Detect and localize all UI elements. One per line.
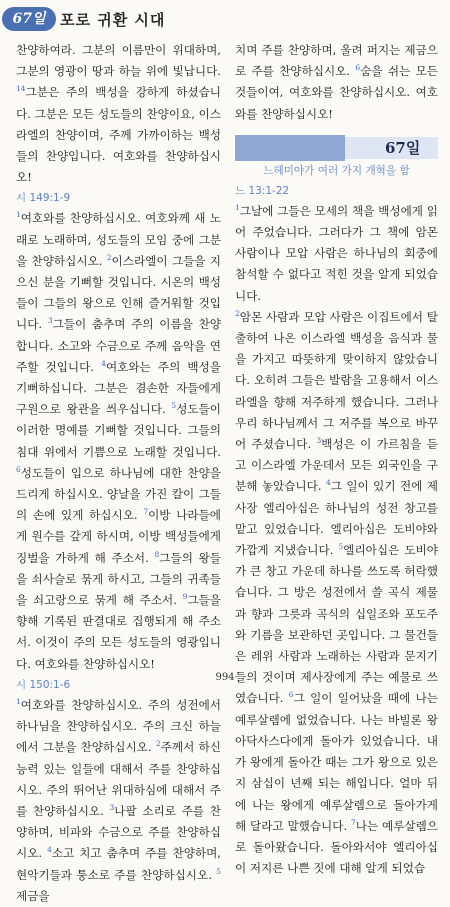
paragraph — [16, 208, 221, 674]
day-badge: 67일 — [2, 7, 56, 31]
right-column — [235, 40, 438, 879]
verse-number: 3 — [316, 436, 322, 446]
text: 그들이 춤추며 주의 이름을 찬양합니다. 소고와 수금으로 주께 음악을 연주할 것입니다. — [16, 317, 222, 374]
text: 찬양하여라. 그분의 이름만이 위대하며, 그분의 영광이 땅과 하늘 위에 빛납니다. — [16, 43, 221, 79]
verse-number: 4 — [101, 358, 106, 368]
scripture-reference: 시 149:1-9 — [16, 192, 71, 205]
verse-number: 2 — [106, 252, 112, 262]
left-column — [16, 40, 221, 907]
verse-number: 4 — [47, 845, 52, 855]
verse-number: 5 — [171, 401, 177, 411]
verse-number: 6 — [16, 465, 21, 474]
day-subtitle: 느헤미야가 여러 가지 개혁을 함 — [263, 164, 410, 177]
scripture-reference: 시 150:1-6 — [16, 678, 71, 691]
paragraph — [235, 40, 438, 125]
verse-number: 7 — [351, 817, 356, 827]
verse-number: 5 — [216, 866, 222, 876]
text: 소고 치고 춤추며 주를 찬양하며, 현악기들과 퉁소로 주를 찬양하십시오. — [16, 846, 221, 882]
text: 여호와를 찬양하십시오. 주의 성전에서 하나님을 찬양하십시오. 주의 크신 하늘에서 그분을 찬양하십시오. — [16, 697, 221, 755]
verse-number: 3 — [47, 316, 53, 326]
page-number: 994 — [215, 672, 235, 683]
verse-number: 2 — [235, 308, 240, 318]
page-header — [0, 0, 450, 40]
verse-number: 4 — [325, 478, 331, 488]
text: 이방 나라들에게 원수를 갚게 하시며, 이방 백성들에게 징벌을 가하게 해 주소서. — [16, 508, 222, 565]
text: 백성은 이 가르침을 듣고 이스라엘 가운데서 모든 외국인을 구분해 놓았습니다. — [235, 437, 438, 494]
text: 그들의 왕들을 쇠사슬로 묶게 하시고, 그들의 귀족들을 쇠고랑으로 묶게 해 주소서. — [16, 550, 221, 608]
text: 엘리아십은 도비야가 큰 창고 가운데 하나를 쓰도록 허락했습니다. 그 방은 성전에서 쓸 곡식 제물과 향과 그릇과 곡식의 십일조와 포도주와 기름을 보관하던 곳입니다. 그 물건들은 레위 사람과 노래하는 사람과 문지기들의 것이며 제사장에게 주는 예물로 쓰였습니다. — [235, 543, 438, 706]
page-footer — [0, 670, 450, 692]
paragraph — [16, 695, 221, 907]
verse-number: 6 — [288, 690, 294, 700]
text: 여호와는 주의 백성을 기뻐하십니다. 그분은 겸손한 자들에게 구원으로 왕관을 씌우십니다. — [16, 359, 221, 417]
text: 여호와를 찬양하십시오. 여호와께 새 노래로 노래하며, 성도들의 모임 중에 그분을 찬양하십시오. — [16, 211, 221, 268]
section-title: 포로 귀환 시대 — [60, 11, 166, 29]
paragraph — [235, 201, 438, 307]
day-heading-label: 67일 — [385, 138, 421, 157]
text: 그 일이 일어났을 때에 나는 예루살렘에 없었습니다. 나는 바빌론 왕 아닥사스다에게 돌아가 있었습니다. 내가 왕에게 돌아간 때는 그가 왕으로 있은 지 삼십이 년째 되는 해입니다. 얼마 뒤에 나는 왕에게 예루살렘으로 돌아가게 해 달라고 말했습니다. — [235, 691, 439, 833]
verse-number: 5 — [338, 542, 344, 552]
paragraph — [16, 40, 221, 188]
text: 이스라엘이 그들을 지으신 분을 기뻐할 것입니다. 시온의 백성들이 그들의 왕으로 인해 즐거워할 것입니다. — [16, 253, 222, 332]
day-heading-tab — [235, 135, 345, 161]
text: 숨을 쉬는 모든 것들이여, 여호와를 찬양하십시오. 여호와를 찬양하십시오! — [235, 64, 438, 121]
text: 그날에 그들은 모세의 책을 백성에게 읽어 주었습니다. 그러다가 그 책에 암몬 사람이나 모압 사람은 하나님의 회중에 참석할 수 없다고 적힌 것을 알게 되었습니다. — [235, 203, 438, 303]
text: 치며 주를 찬양하며, 울려 퍼지는 제금으로 주를 찬양하십시오. — [235, 43, 438, 79]
verse-number: 6 — [355, 63, 361, 73]
verse-number: 1 — [16, 210, 21, 220]
text: 주께서 하신 능력 있는 일들에 대해서 주를 찬양하십시오. 주의 뛰어난 위대하심에 대해서 주를 찬양하십시오. — [16, 740, 221, 818]
text: 성도들이 이러한 명예를 기뻐할 것입니다. 그들의 침대 위에서 기쁨으로 노래할 것입니다. — [16, 402, 222, 459]
paragraph — [235, 307, 438, 879]
text: 나팔 소리로 주를 찬양하며, 비파와 수금으로 주를 찬양하십시오. — [16, 803, 222, 861]
verse-number: 1 — [16, 697, 21, 707]
scripture-reference: 느 13:1-22 — [235, 184, 290, 197]
text: 암몬 사람과 모압 사람은 이집트에서 탈출하여 나온 이스라엘 백성을 음식과 물을 가지고 따뜻하게 맞이하지 않았습니다. 오히려 그들은 발람을 고용해서 이스라엘을 향해 저주하게 했습니다. 그러나 우리 하나님께서 그 저주를 복으로 바꾸어 주셨습니다. — [235, 309, 438, 452]
verse-number: 14 — [16, 84, 26, 94]
verse-number: 7 — [143, 507, 149, 517]
verse-number: 9 — [182, 592, 188, 602]
verse-number: 8 — [154, 549, 160, 559]
text: 그분은 주의 백성을 강하게 하셨습니다. 그분은 모든 성도들의 찬양이요, 이스라엘의 찬양이며, 주께 가까이하는 백성들의 찬양입니다. 여호와를 찬양하십시오! — [16, 85, 221, 185]
text: 성도들이 입으로 하나님에 대한 찬양을 드리게 하십시오. 양날을 가진 칼이 그들의 손에 있게 하십시오. — [16, 465, 221, 523]
verse-number: 1 — [235, 202, 240, 212]
text: 나는 예루살렘으로 돌아왔습니다. 돌아와서야 엘리아십이 저지른 나쁜 짓에 대해 알게 되었습 — [235, 818, 439, 876]
text: 그들을 향해 기록된 판결대로 집행되게 해 주소서. 이것이 주의 모든 성도들의 영광입니다. 여호와를 찬양하십시오! — [16, 593, 222, 671]
verse-number: 2 — [155, 739, 161, 749]
day-heading — [235, 137, 438, 159]
text: 그 일이 있기 전에 제사장 엘리아십은 하나님의 성전 창고를 맡고 있었습니다. 엘리아십은 도비야와 가깝게 지냈습니다. — [235, 479, 438, 558]
verse-number: 3 — [109, 803, 115, 813]
text: 제금을 — [16, 888, 50, 903]
